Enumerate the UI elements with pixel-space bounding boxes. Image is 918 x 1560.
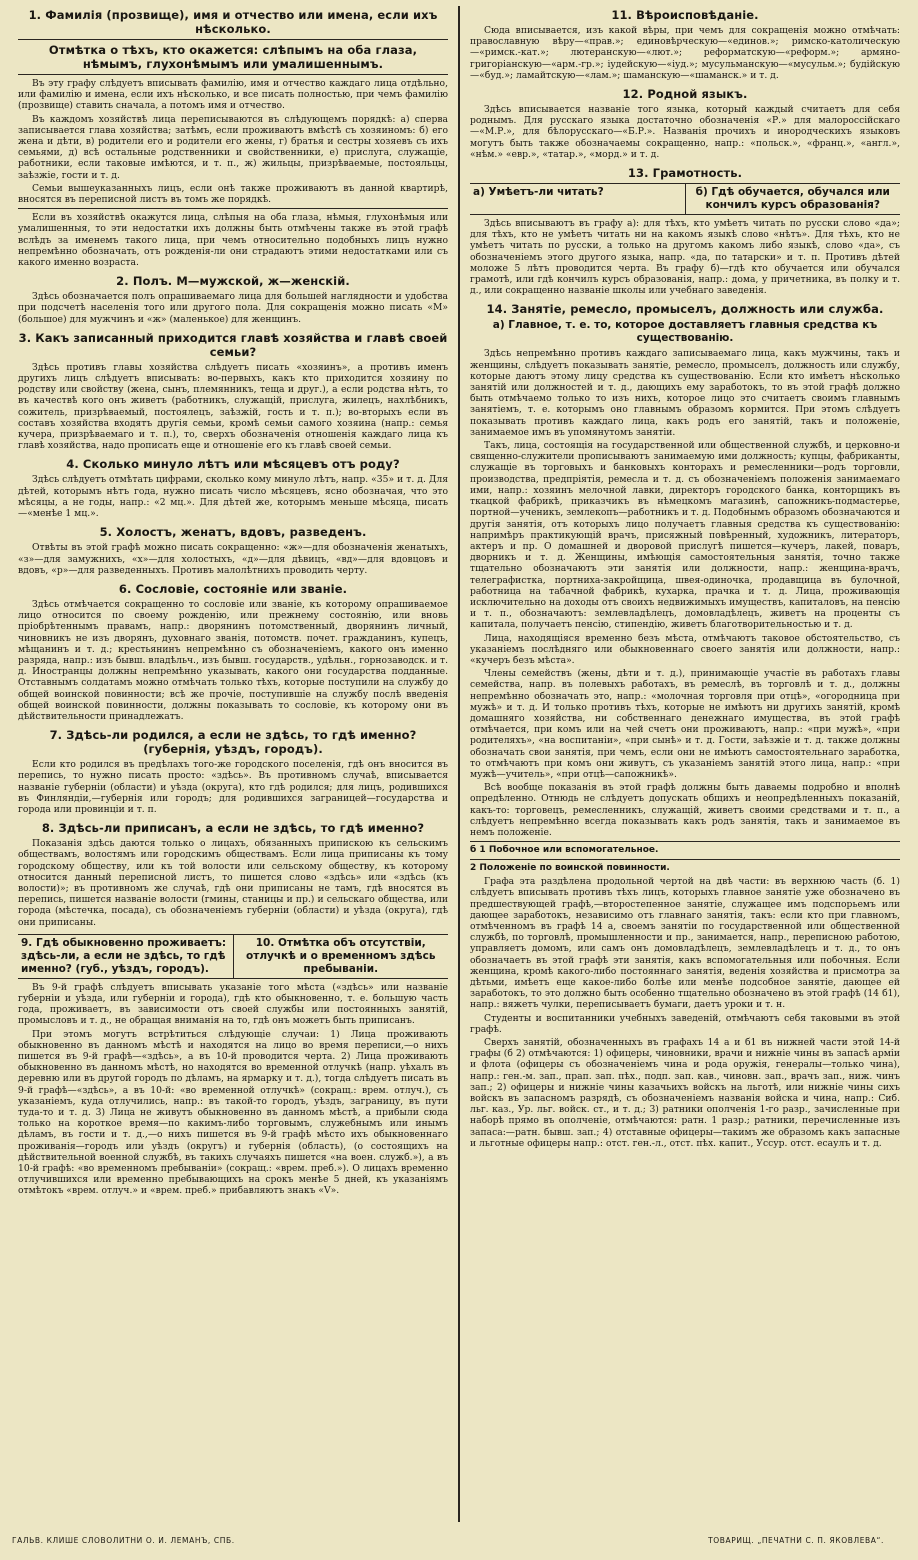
paragraph: Здѣсь отмѣчается сокращенно то сословіе или званіе, къ которому опрашиваемое лицо относится по своему рожденію, или прежнему состоянію, или вновь пріобрѣтеннымъ правамъ, напр.: дворянинъ потомственный, дворянинъ личный, чиновникъ не изъ дворянъ, духовнаго званія, потомств. почет. гражданинъ, купецъ, мѣщанинъ и т. д.; крестьянинъ непремѣнно съ обозначеніемъ, какого онъ именно разряда, напр.: изъ бывш. владѣльч., изъ бывш. государств., удѣльн., горнозаводск. и т. д. Иностранцы должны непремѣнно указывать, какого они государства подданные. Отставнымъ солдатамъ можно отмѣчать только тѣхъ, которые поступили на службу до общей воинской повинности; всѣ же прочіе, поступившіе на службу послѣ введенія общей воинской повинности, должны показывать то сословіе, къ которому они въ дѣйствительности принадлежатъ. bbox=[18, 598, 448, 722]
right-column bbox=[470, 6, 900, 1522]
column-divider bbox=[458, 6, 460, 1522]
paragraph: Здѣсь слѣдуетъ отмѣтать цифрами, сколько кому минуло лѣтъ, напр. «35» и т. д. Для дѣтей, которымъ нѣтъ года, нужно писать число мѣсяцевъ, ясно обозначая, что это мѣсяцы, а не годы, напр.: «2 мц.». Для дѣтей же, которымъ меньше мѣсяца, писать—«менѣе 1 мц.». bbox=[18, 474, 448, 520]
section-6-title: 6. Сословіе, состояніе или званіе. bbox=[118, 581, 348, 596]
section-1-title: 1. Фамилія (прозвище), имя и отчество или имена, если ихъ нѣсколько. bbox=[28, 8, 438, 36]
section-14b1-label: б 1 Побочное или вспомогательное. bbox=[470, 845, 659, 856]
section-12 bbox=[470, 87, 900, 160]
section-2-title: 2. Полъ. М—мужской, ж—женскій. bbox=[116, 274, 350, 289]
section-9-10 bbox=[18, 934, 448, 1197]
divider bbox=[470, 859, 900, 860]
paragraph: Студенты и воспитанники учебныхъ заведеній, отмѣчаютъ себя таковыми въ этой графѣ. bbox=[470, 1012, 900, 1035]
section-14a-subtitle: а) Главное, т. е. то, которое доставляетъ главныя средства къ существованію. bbox=[492, 319, 878, 345]
section-9-title: 9. Гдѣ обыкновенно проживаетъ: здѣсь-ли, а если не здѣсь, то гдѣ именно? (губ., уѣздъ, городъ). bbox=[21, 936, 227, 975]
paragraph: Въ каждомъ хозяйствѣ лица переписываются въ слѣдующемъ порядкѣ: а) сперва записывается глава хозяйства; затѣмъ, если проживаютъ вмѣстѣ съ хозяиномъ: б) его жена и дѣти, в) родители его и родители его жены, г) братья и сестры хозяевъ съ ихъ семьями, д) всѣ остальные родственники и свойственники, е) прислуга, служащіе, работники, если таковые имѣются, и т. п., ж) жильцы, призрѣваемые, постояльцы, заѣзжіе, гости и т. д. bbox=[18, 113, 448, 181]
paragraph: Сюда вписывается, изъ какой вѣры, при чемъ для сокращенія можно отмѣчать: православную вѣру—«прав.»; единовѣрческую—«единов.»; римско-католическую—«римск.-кат.»; лютеранскую—«лют.»; реформатскую—«реформ.»; армяно-григоріанскую—«арм.-гр.»; іудейскую—«іуд.»; мусульманскую—«мусульм.»; будійскую—«буд.»; ламайтскую—«лам.»; шаманскую—«шаманск.» и т. д. bbox=[470, 25, 900, 81]
section-11 bbox=[470, 8, 900, 81]
paragraph: Всѣ вообще показанія въ этой графѣ должны быть даваемы подробно и вполнѣ опредѣленно. Отнюдь не слѣдуетъ допускать общихъ и неопредѣленныхъ показаній, какъ-то: торговецъ, ремесленникъ, служащій, живетъ своими средствами и т. п., а слѣдуетъ непремѣнно всегда показывать какъ родъ занятія, такъ и занимаемое въ немъ положеніе. bbox=[470, 782, 900, 838]
paragraph: Сверхъ занятій, обозначенныхъ въ графахъ 14 а и б1 въ нижней части этой 14-й графы (б 2) отмѣчаются: 1) офицеры, чиновники, врачи и нижніе чины въ запасѣ арміи и флота (офицеры съ обозначеніемъ чина и рода оружія, генералы—только чина), напр.: ген.-м. зап., прап. зап. пѣх., подп. зап. кав., чиновн. зап., врачъ зап., ниж. чинъ зап.; 2) офицеры и нижніе чины казачьихъ войскъ на льготѣ, или нижніе чины сихъ войскъ въ запасномъ разрядѣ, съ обозначеніемъ названія войска и чина, напр.: Сиб. льг. каз., Ур. льг. войск. ст., и т. д.; 3) ратники ополченія 1-го разр., зачисленные при наборѣ прямо въ ополченіе, отмѣчаются: ратн. 1 разр.; ратники, перечисленные изъ запаса:—ратн. бывш. зап.; 4) отставные офицеры—такимъ же образомъ какъ запасные и льготные офицеры напр.: отст. ген.-л., отст. пѣх. капит., Уссур. отст. есаулъ и т. д. bbox=[470, 1037, 900, 1149]
paragraph: Если въ хозяйствѣ окажутся лица, слѣпыя на оба глаза, нѣмыя, глухонѣмыя или умалишенныя, то эти недостатки ихъ должны быть отмѣчены также въ этой графѣ вслѣдъ за именемъ такого лица, при чемъ относительно подобныхъ лицъ нужно непремѣнно обозначать, отъ рожденія-ли они страдаютъ этими недостатками или съ какого именно возраста. bbox=[18, 212, 448, 269]
literacy-col-a: а) Умѣетъ-ли читать? bbox=[473, 186, 604, 199]
paragraph: Лица, находящіяся временно безъ мѣста, отмѣчаютъ таковое обстоятельство, съ указаніемъ послѣдняго или обыкновеннаго своего занятія или должности, напр.: «кучеръ безъ мѣста». bbox=[470, 632, 900, 666]
section-13-title: 13. Грамотность. bbox=[627, 166, 743, 181]
footer-left-imprint: ГАЛЬВ. КЛИШЕ СЛОВОЛИТНИ О. И. ЛЕМАНЪ, СПБ. bbox=[12, 1536, 235, 1545]
paragraph: Отвѣты въ этой графѣ можно писать сокращенно: «ж»—для обозначенія женатыхъ, «з»—для замужнихъ, «х»—для холостыхъ, «д»—для дѣвицъ, «вд»—для вдовцовъ и вдовъ, «р»—для разведенныхъ. Противъ малолѣтнихъ проводить черту. bbox=[18, 542, 448, 576]
paragraph: Здѣсь непремѣнно противъ каждаго записываемаго лица, какъ мужчины, такъ и женщины, слѣдуетъ показывать занятіе, ремесло, промыселъ, должность или службу, которые даютъ этому лицу средства къ существованію. Если кто имѣетъ нѣсколько занятій или должностей и т. д., дающихъ ему заработокъ, то въ этой графѣ должно быть отмѣчаемо только то изъ нихъ, которое лицо это считаетъ своимъ главнымъ занятіемъ, т. е. которымъ оно главнымъ образомъ кормится. При этомъ слѣдуетъ показывать противъ каждаго лица, какъ родъ его занятій, такъ и положеніе, занимаемое имъ въ упомянутомъ занятіи. bbox=[470, 348, 900, 438]
literacy-col-b: б) Гдѣ обучается, обучался или кончилъ курсъ образованія? bbox=[685, 184, 901, 214]
section-2 bbox=[18, 274, 448, 325]
section-3 bbox=[18, 331, 448, 452]
paragraph: При этомъ могутъ встрѣтиться слѣдующіе случаи: 1) Лица проживають обыкновенно въ данномъ мѣстѣ и находятся на лицо во время переписи,—о нихъ пишется въ 9-й графѣ—«здѣсь», а въ 10-й проводится черта. 2) Лица проживають обыкновенно въ данномъ мѣстѣ, но находятся во временной отлучкѣ (напр. уѣхалъ въ деревню или въ другой городъ по дѣламъ, на ярмарку и т. д.), тогда слѣдуетъ писать въ 9-й графѣ—«здѣсь», а въ 10-й: «во временной отлучкѣ» (сокращ.: врем. отлуч.), съ указаніемъ, куда отлучились, напр.: въ такой-то городъ, уѣздъ, заграницу, въ пути туда-то и т. д. 3) Лица не живутъ обыкновенно въ данномъ мѣстѣ, а прибыли сюда только на короткое время—по какимъ-либо торговымъ, служебнымъ или инымъ дѣламъ, въ гости и т. д.,—о нихъ пишется въ 9-й графѣ мѣсто ихъ обыкновеннаго проживанія—городъ или уѣздъ (округъ) и губернія (область), (о состоящихъ на дѣйствительной военной службѣ, въ такихъ случаяхъ пишется «на воен. служб.»), а въ 10-й графѣ: «во временномъ пребываніи» (сокращ.: «врем. преб.»). О лицахъ временно отлучившихся или временно пребывающихъ на срокъ менѣе 5 дней, къ указаніямъ отмѣтокъ «врем. отлуч.» и «врем. преб.» прибавляютъ знакъ «V». bbox=[18, 1028, 448, 1197]
section-7 bbox=[18, 728, 448, 815]
section-4 bbox=[18, 457, 448, 519]
section-14b2-label: 2 Положеніе по воинской повинности. bbox=[470, 863, 670, 874]
paragraph: Здѣсь вписываютъ въ графу а): для тѣхъ, кто умѣетъ читать по русски слово «да»; для тѣхъ, кто не умѣетъ читать ни на какомъ языкѣ слово «нѣтъ». Для тѣхъ, кто не умѣетъ читать по русски, а только на другомъ какомъ либо языкѣ, слово «да», съ обозначеніемъ этого другого языка, напр. «да, по татарски» и т. п. Противъ дѣтей моложе 5 лѣтъ проводится черта. Въ графу б)—гдѣ кто обучается или обучался грамотѣ, или гдѣ кончилъ курсъ образованія, напр.: дома, у причетника, въ полку и т. д., или сокращенно названіе школы или учебнаго заведенія. bbox=[470, 218, 900, 297]
page-footer bbox=[0, 1534, 918, 1550]
paragraph: Графа эта раздѣлена продольной чертой на двѣ части: въ верхнюю часть (б. 1) слѣдуетъ вписывать противъ тѣхъ лицъ, которыхъ главное занятіе уже обозначено въ предшествующей графѣ,—второстепенное занятіе, служащее имъ подспорьемъ или дающее заработокъ, независимо отъ главнаго занятія, такъ: если кто при главномъ, отмѣченномъ въ графѣ 14 а, своемъ занятіи по государственной или общественной службѣ, по торговлѣ, промышленности и пр., занимается, напр., переписною работою, управляетъ домомъ, или самъ онъ домовладѣлецъ, землевладѣлецъ и т. д., то онъ обозначаетъ въ этой графѣ эти занятія, какъ вспомогательныя или побочныя. Если женщина, кромѣ какого-либо постояннаго занятія, веденія хозяйства и присмотра за дѣтьми, имѣетъ еще какое-либо болѣе или менѣе подсобное занятіе, дающее ей заработокъ, то это должно быть особенно тщательно обозначено въ этой графѣ (14 б1), напр.: вяжетъ чулки, переписываетъ бумаги, даетъ уроки и т. н. bbox=[470, 876, 900, 1011]
section-14 bbox=[470, 302, 900, 1149]
section-10-title: 10. Отмѣтка объ отсутствіи, отлучкѣ и о временномъ здѣсь пребываніи. bbox=[233, 935, 449, 978]
divider bbox=[18, 208, 448, 209]
section-9-10-header bbox=[18, 934, 448, 979]
paragraph: Здѣсь вписывается названіе того языка, который каждый считаетъ для себя роднымъ. Для русскаго языка достаточно обозначенія «Р.» для малороссійскаго—«М.Р.», для бѣлорусскаго—«Б.Р.». Названія прочихъ и инородческихъ языковъ могутъ быть также обозначаемы сокращенно, напр.: «польск.», «франц.», «англ.», «нѣм.» «евр.», «татар.», «морд.» и т. д. bbox=[470, 104, 900, 160]
paragraph: Здѣсь обозначается полъ опрашиваемаго лица для большей наглядности и удобства при подсчетѣ населенія того или другого пола. Для сокращенія можно писать «М» (большое) для мужчинъ и «ж» (маленькое) для женщинъ. bbox=[18, 291, 448, 325]
footer-right-imprint: ТОВАРИЩ. „ПЕЧАТНИ С. П. ЯКОВЛЕВА“. bbox=[708, 1536, 884, 1545]
section-4-title: 4. Сколько минуло лѣтъ или мѣсяцевъ отъ роду? bbox=[66, 457, 400, 472]
section-12-title: 12. Родной языкъ. bbox=[622, 87, 748, 102]
section-3-title: 3. Какъ записанный приходится главѣ хозяйства и главѣ своей семьи? bbox=[18, 330, 448, 359]
paragraph: Такъ, лица, состоящія на государственной или общественной службѣ, и церковно-и священно-служители прописываютъ занимаемую ими должность; купцы, фабриканты, служащіе въ торговыхъ и банковыхъ конторахъ и ремесленники—родъ торговли, производства, предпріятія, ремесла и т. д. съ обозначеніемъ положенія занимаемаго ими, напр.: хозяинъ мелочной лавки, директоръ городского банка, конторщикъ въ ткацкой фабрикѣ, приказчикъ въ нѣмецкомъ магазинѣ, сапожникъ-подмастерье, портной—ученикъ, землекопъ—работникъ и т. д. Подобнымъ образомъ обозначаются и другія занятія, отъ которыхъ лицо получаетъ главныя средства къ существованію: напримѣръ практикующій врачъ, присяжный повѣренный, художникъ, литераторъ, актеръ и пр. О домашней и дворовой прислугѣ пишется—кучеръ, лакей, поваръ, дворникъ и т. д. Женщины, имѣющія самостоятельныя занятія, точно также тщательно обозначаютъ эти занятія или должности, напр.: женщина-врачъ, телеграфистка, портниха-закройщица, швея-одиночка, продавщица въ булочной, работница на табачной фабрикѣ, кухарка, прачка и т. д. Лица, проживающія исключительно на доходы отъ своихъ недвижимыхъ имуществъ, капиталовъ, на пенсію и т. п., обозначаютъ: землевладѣлецъ, домовладѣлецъ, живетъ на проценты съ капитала, получаетъ пенсію, стипендію, живетъ благотворительностью и т. д. bbox=[470, 440, 900, 631]
section-13-columns bbox=[470, 183, 900, 215]
paragraph: Члены семействъ (жены, дѣти и т. д.), принимающіе участіе въ работахъ главы семейства, напр. въ полевыхъ работахъ, въ ремеслѣ, въ торговлѣ и т. д., должны непремѣнно обозначать это, напр.: «молочная торговля при отцѣ», «огородница при мужѣ» и т. д. И только противъ тѣхъ, которые не имѣютъ ни другихъ занятій, кромѣ домашняго хозяйства, ни собственнаго денежнаго имущества, въ этой графѣ отмѣчается, при комъ или на чей счетъ они проживаютъ, напр.: «при мужѣ», «при родителяхъ», «на воспитаніи», «при сынѣ» и т. д. Гости, заѣзжіе и т. д. также должны обозначать свои занятія, при чемъ, если они не имѣютъ самостоятельнаго заработка, то отмѣчаютъ при комъ они живутъ, съ указаніемъ занятій этого лица, напр.: «при мужѣ—учитель», «при отцѣ—сапожникѣ». bbox=[470, 668, 900, 780]
section-8 bbox=[18, 821, 448, 928]
section-1 bbox=[18, 8, 448, 268]
paragraph: Въ эту графу слѣдуетъ вписывать фамилію, имя и отчество каждаго лица отдѣльно, или фамилію и имена, если ихъ нѣсколько, и все писать полностью, при чемъ фамилію (прозвище) ставить сначала, а потомъ имя и отчество. bbox=[18, 78, 448, 112]
paragraph: Показанія здѣсь даются только о лицахъ, обязанныхъ припискою къ сельскимъ обществамъ, волостямъ или городскимъ обществамъ. Если лица приписаны къ тому городскому обществу, или къ той волости или сельскому обществу, къ которому относится данный переписной листъ, то пишется слово «здѣсь» или «здѣсь (къ волости)»; въ противномъ же случаѣ, гдѣ они приписаны не тамъ, гдѣ вносятся въ перепись, пишется названіе волости (гмины, станицы и пр.) и сельскаго общества, или города (мѣстечка, посада), съ обозначеніемъ губерніи (области) и уѣзда (округа), гдѣ они приписаны. bbox=[18, 838, 448, 928]
divider bbox=[18, 74, 448, 75]
divider bbox=[18, 39, 448, 40]
section-5-title: 5. Холостъ, женатъ, вдовъ, разведенъ. bbox=[99, 525, 367, 540]
section-11-title: 11. Вѣроисповѣданіе. bbox=[611, 8, 759, 22]
section-8-title: 8. Здѣсь-ли приписанъ, а если не здѣсь, то гдѣ именно? bbox=[41, 821, 425, 836]
paragraph: Здѣсь противъ главы хозяйства слѣдуетъ писать «хозяинъ», а противъ именъ другихъ лицъ слѣдуетъ вписывать: во-первыхъ, какъ кто приходится хозяину по родству или свойству (жена, сынъ, племянникъ, теща и друг.), а если родства нѣтъ, то въ качествѣ кого онъ живетъ (работникъ, служащій, прислуга, жилецъ, нахлѣбникъ, сожитель, призрѣваемый, постоялецъ, заѣзжій, гость и т. п.); во-вторыхъ если въ составъ хозяйства входятъ другія семьи, кромѣ семьи самого хозяина (напр.: семья кучера, призрѣваемаго и т. п.), то, сверхъ обозначенія отношенія каждаго лица къ главѣ хозяйства, надо прописать еще и отношеніе его къ главѣ своей семьи. bbox=[18, 361, 448, 452]
section-6 bbox=[18, 582, 448, 722]
divider bbox=[470, 841, 900, 842]
paragraph: Семьи вышеуказанныхъ лицъ, если онѣ также проживаютъ въ данной квартирѣ, вносятся въ переписной листъ въ томъ же порядкѣ. bbox=[18, 182, 448, 206]
paragraph: Если кто родился въ предѣлахъ того-же городского поселенія, гдѣ онъ вносится въ перепись, то нужно писать просто: «здѣсь». Въ противномъ случаѣ, вписывается названіе губерніи (области) и уѣзда (округа), кто гдѣ родился; для лицъ, родившихся въ Финляндіи,—губернія или городъ; для родившихся заграницей—государства и города или провинціи и т. п. bbox=[18, 759, 448, 815]
section-13 bbox=[470, 166, 900, 296]
section-7-title: 7. Здѣсь-ли родился, а если не здѣсь, то гдѣ именно? (губернія, уѣздъ, городъ). bbox=[49, 728, 417, 757]
left-column bbox=[18, 6, 448, 1522]
section-1-subtitle: Отмѣтка о тѣхъ, кто окажется: слѣпымъ на оба глаза, нѣмымъ, глухонѣмымъ или умалишеннымъ. bbox=[48, 43, 418, 71]
section-5 bbox=[18, 525, 448, 576]
paragraph: Въ 9-й графѣ слѣдуетъ вписывать указаніе того мѣста («здѣсь» или названіе губерніи и уѣзда, или губерніи и города), гдѣ кто обыкновенно, т. е. большую часть года, проживаетъ, въ зависимости отъ своей службы или постоянныхъ занятій, промысловъ и т. д., не обращая вниманія на то, гдѣ онъ можетъ быть приписанъ. bbox=[18, 981, 448, 1027]
section-14-title: 14. Занятіе, ремесло, промыселъ, должность или служба. bbox=[486, 302, 884, 317]
